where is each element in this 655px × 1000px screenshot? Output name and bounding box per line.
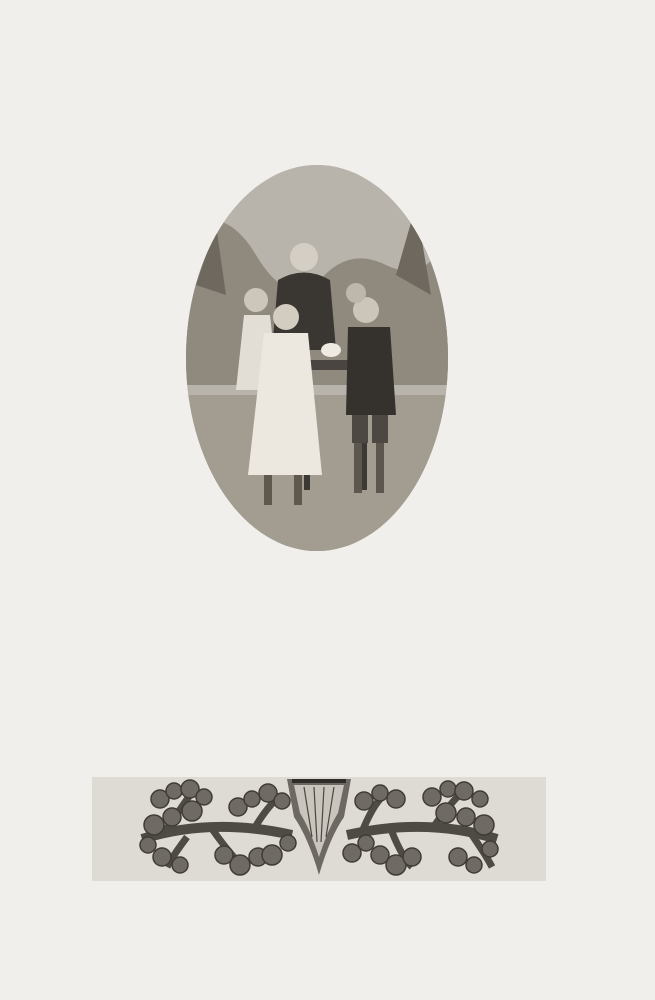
oval-photograph-school-lesson <box>186 165 448 551</box>
nature-as-artist-illustration <box>92 777 546 881</box>
